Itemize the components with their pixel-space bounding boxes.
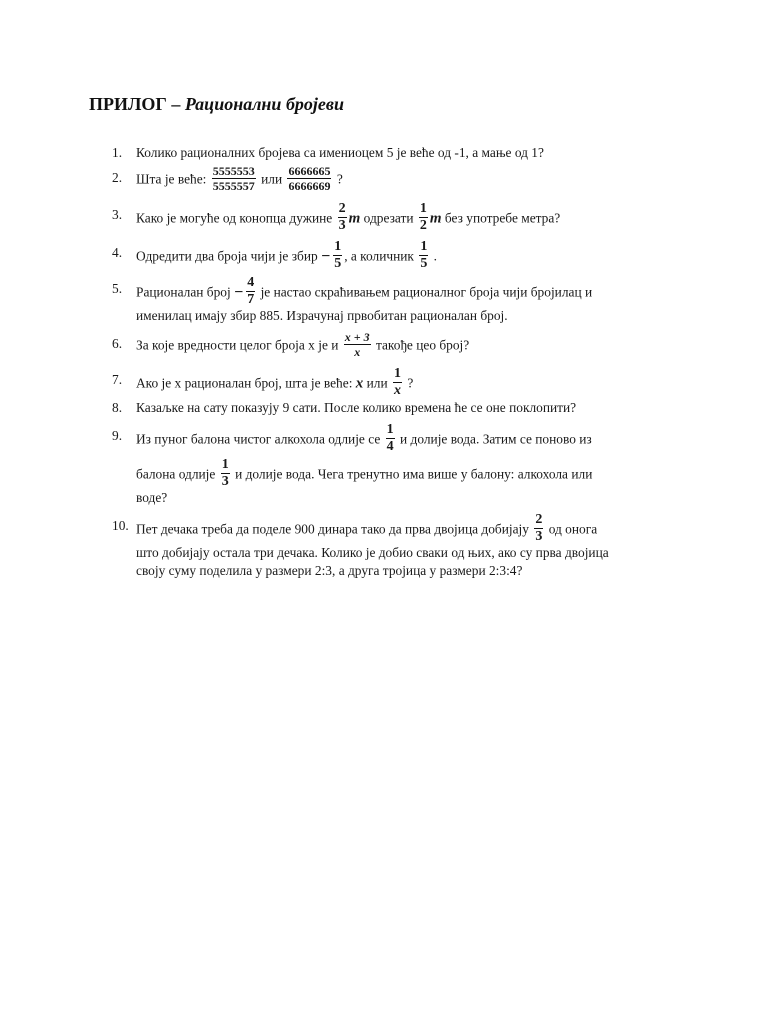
question-line: [136, 422, 592, 456]
question-text: или: [366, 375, 388, 391]
math-variable: x: [355, 375, 364, 392]
question-text: воде?: [136, 490, 168, 505]
question-text: За које вредности целог броја x је и: [136, 337, 339, 353]
question-text: Ако је x рационалан број, шта је веће:: [136, 375, 353, 391]
question-number: 1.: [112, 145, 123, 160]
numerator: 1: [221, 457, 229, 472]
denominator: 7: [247, 292, 255, 307]
question-text: Одредити два броја чији је збир: [136, 248, 318, 264]
denominator: 6666669: [288, 179, 331, 193]
question-text: ?: [407, 375, 414, 391]
question-line: [136, 366, 414, 400]
question-text: ?: [336, 171, 343, 187]
fraction: [338, 202, 347, 233]
unit-symbol: m: [429, 210, 442, 227]
question-text: и долије вода. Затим се поново из: [400, 431, 592, 447]
numerator: 2: [338, 201, 346, 216]
numerator: x + 3: [344, 330, 370, 344]
fraction: [419, 202, 428, 233]
denominator: 3: [338, 218, 346, 233]
question-text: балона одлије: [136, 466, 216, 482]
question-text: Пет дечака треба да поделе 900 динара тако да прва двојица добијају: [136, 521, 529, 537]
question-text: именилац имају збир 885. Израчунај првобитан рационалан број.: [136, 308, 508, 323]
denominator: 2: [419, 218, 427, 233]
question-number: 2.: [112, 170, 123, 185]
fraction: [221, 458, 230, 489]
question-line: [136, 457, 593, 491]
question-text: своју суму поделила у размери 2:3, а друга тројица у размери 2:3:4?: [136, 563, 523, 578]
fraction: [333, 240, 342, 271]
fraction: [386, 423, 395, 454]
numerator: 2: [535, 512, 543, 527]
question-text: одрезати: [363, 210, 414, 226]
denominator: 3: [535, 529, 543, 544]
question-text: такође цео број?: [375, 337, 470, 353]
minus-sign: −: [321, 247, 331, 265]
page-title: [89, 94, 344, 115]
question-text: је настао скраћивањем рационалног броја чији бројилац и: [260, 284, 593, 300]
denominator: 5: [334, 256, 342, 271]
question-text: или: [261, 171, 283, 187]
question-number: 3.: [112, 207, 123, 222]
numerator: 1: [394, 366, 402, 381]
question-text: Како је могуће од конопца дужине: [136, 210, 333, 226]
numerator: 5555553: [212, 164, 255, 178]
question-line: [136, 239, 438, 273]
numerator: 4: [247, 275, 255, 290]
denominator: x: [354, 345, 361, 359]
unit-symbol: m: [348, 210, 361, 227]
fraction: [344, 331, 371, 358]
denominator: x: [394, 383, 402, 398]
numerator: 6666665: [288, 164, 331, 178]
question-text: Рационалан број: [136, 284, 231, 300]
fraction: [393, 367, 402, 398]
question-number: 5.: [112, 281, 123, 296]
question-line: [136, 330, 470, 360]
fraction: [212, 165, 256, 192]
question-line: [136, 201, 561, 235]
denominator: 3: [221, 474, 229, 489]
question-text: Из пуног балона чистог алкохола одлије се: [136, 431, 381, 447]
numerator: 1: [386, 422, 394, 437]
denominator: 5555557: [212, 179, 255, 193]
question-text: Казаљке на сату показују 9 сати. После колико времена ће се оне поклопити?: [136, 400, 577, 415]
fraction: [534, 513, 543, 544]
question-number: 7.: [112, 372, 123, 387]
question-text: Шта је веће:: [136, 171, 207, 187]
fraction: [287, 165, 331, 192]
minus-sign: −: [234, 283, 244, 301]
numerator: 1: [420, 239, 428, 254]
fraction: [419, 240, 428, 271]
question-number: 6.: [112, 336, 123, 351]
question-text: .: [433, 248, 438, 264]
title-prefix: ПРИЛОГ –: [89, 94, 185, 114]
denominator: 4: [386, 439, 394, 454]
question-text: и долије вода. Чега тренутно има више у балону: алкохола или: [235, 466, 593, 482]
question-number: 4.: [112, 245, 123, 260]
question-text: што добијају остала три дечака. Колико је добио сваки од њих, ако су прва двојица: [136, 545, 609, 560]
title-topic: Рационални бројеви: [184, 94, 344, 114]
question-text: од онога: [548, 521, 598, 537]
denominator: 5: [420, 256, 428, 271]
question-text: Колико рационалних бројева са имениоцем 5 је веће од -1, а мање од 1?: [136, 145, 544, 160]
question-number: 8.: [112, 400, 123, 415]
numerator: 1: [334, 239, 342, 254]
question-line: [136, 164, 343, 194]
question-number: 10.: [112, 518, 129, 533]
question-text: без употребе метра?: [444, 210, 561, 226]
question-number: 9.: [112, 428, 123, 443]
fraction: [246, 276, 255, 307]
numerator: 1: [419, 201, 427, 216]
question-text: , а количник: [344, 248, 414, 264]
